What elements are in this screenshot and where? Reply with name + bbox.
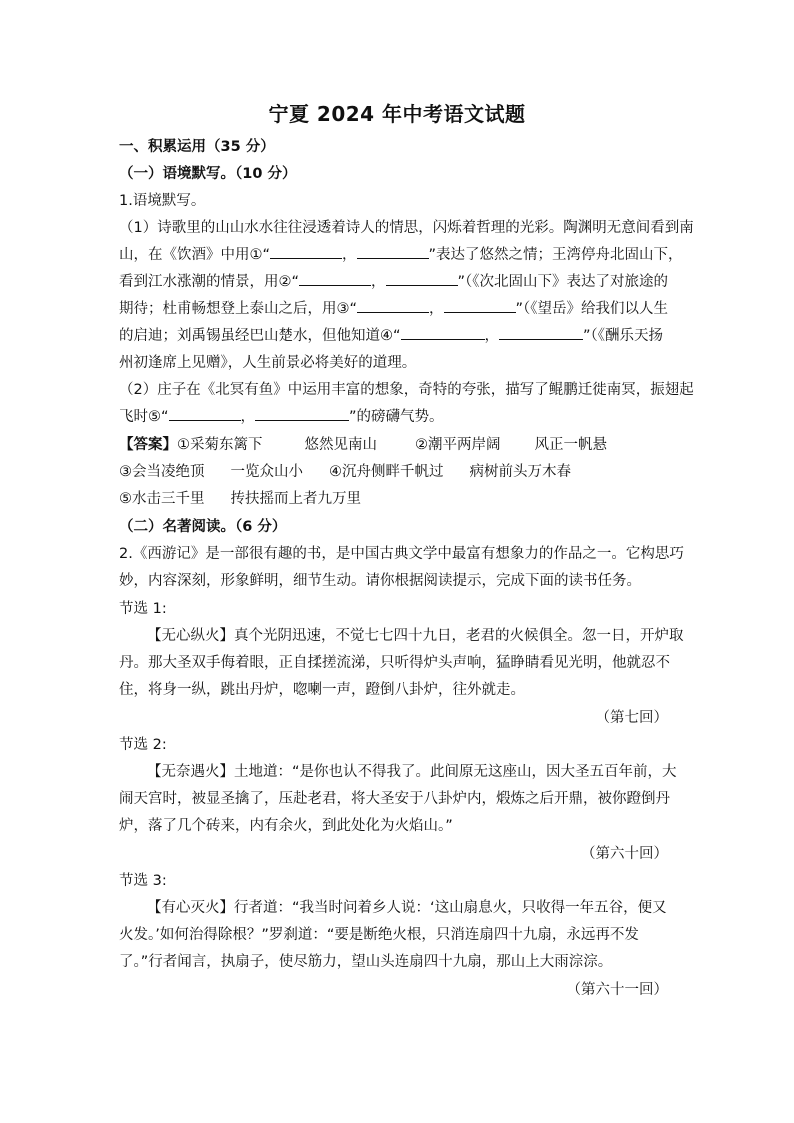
- q1-1-line-4-text-b: ”（《望岳》给我们以人生: [515, 301, 669, 317]
- q1-1-line-2-text-b: ”表达了悠然之情；王湾停舟北固山下，: [428, 247, 683, 263]
- excerpt-3-line-3: 了。”行者闻言，执扇子，使尽筋力，望山头连扇四十九扇，那山上大雨淙淙。: [119, 954, 613, 970]
- q1-1-line-4-text-a: 期待；杜甫畅想登上泰山之后，用③: [119, 301, 350, 317]
- excerpt-3-label: 节选 3:: [119, 873, 167, 889]
- q2-line-1: 2.《西游记》是一部很有趣的书，是中国古典文学中最富有想象力的作品之一。它构思巧: [119, 546, 684, 562]
- blank-3a[interactable]: [357, 299, 429, 313]
- part2-heading: （二）名著阅读。（6 分）: [119, 519, 287, 535]
- blank-3b[interactable]: [444, 299, 516, 313]
- excerpt-3-line-2: 火发。’如何治得除根？”罗刹道：“要是断绝火根，只消连扇四十九扇，永远再不发: [119, 927, 639, 943]
- answer-4: 风正一帆悬: [534, 437, 607, 453]
- excerpt-3-line-1: 【有心灭火】行者道：“我当时问着乡人说：‘这山扇息火，只收得一年五谷，便又: [147, 900, 667, 916]
- q1-1-line-2: 山，在《饮酒》中用①“ ， ”表达了悠然之情；王湾停舟北固山下，: [119, 247, 683, 263]
- excerpt-2-source: （第六十回）: [581, 846, 668, 862]
- q1-1-line-6: 州初逢席上见赠》，人生前景必将美好的道理。: [119, 355, 417, 371]
- page-title: 宁夏 2024 年中考语文试题: [268, 102, 526, 126]
- blank-2a[interactable]: [299, 272, 371, 286]
- answer-line-2: [119, 462, 679, 482]
- answer-8: 病树前头万木春: [469, 464, 571, 480]
- excerpt-3-source: （第六十一回）: [566, 982, 668, 998]
- answer-line-3: [119, 489, 679, 509]
- q1-2-line-1: （2）庄子在《北冥有鱼》中运用丰富的想象，奇特的夸张，描写了鲲鹏迁徙南冥，振翅起: [119, 382, 694, 398]
- answer-line-1: [119, 435, 679, 455]
- q1-2-line-2: 飞时⑤“ ， ”的磅礴气势。: [119, 409, 444, 425]
- q1-1-line-3-text-b: ”（《次北固山下》表达了对旅途的: [457, 274, 669, 290]
- q1-1-line-2-text-a: 山，在《饮酒》中用①: [119, 247, 263, 263]
- excerpt-1-label: 节选 1:: [119, 601, 167, 617]
- q1-1-line-5: 的启迪；刘禹锡虽经巴山楚水，但他知道④“ ， ”（《酬乐天扬: [119, 328, 664, 344]
- blank-1b[interactable]: [357, 245, 429, 259]
- excerpt-1-line-1: 【无心纵火】真个光阴迅速，不觉七七四十九日，老君的火候俱全。忽一日，开炉取: [147, 628, 684, 644]
- answer-1: ①采菊东篱下: [177, 437, 263, 453]
- blank-2b[interactable]: [386, 272, 458, 286]
- section-heading: 一、积累运用（35 分）: [119, 139, 275, 155]
- excerpt-1-line-3: 住，将身一纵，跳出丹炉，唿喇一声，蹬倒八卦炉，往外就走。: [119, 682, 525, 698]
- answer-10: 抟扶摇而上者九万里: [230, 491, 361, 507]
- excerpt-2-line-3: 炉，落了几个砖来，内有余火，到此处化为火焰山。”: [119, 818, 453, 834]
- excerpt-2-line-1: 【无奈遇火】土地道：“是你也认不得我了。此间原无这座山，因大圣五百年前，大: [147, 764, 677, 780]
- answer-6: 一览众山小: [230, 464, 303, 480]
- q1-2-line-2-text-b: ”的磅礴气势。: [349, 409, 444, 425]
- blank-4b[interactable]: [499, 326, 583, 340]
- blank-1a[interactable]: [270, 245, 342, 259]
- q1-1-line-1: （1）诗歌里的山山水水往往浸透着诗人的情思，闪烁着哲理的光彩。陶渊明无意间看到南: [119, 220, 694, 236]
- blank-4a[interactable]: [401, 326, 485, 340]
- blank-5a[interactable]: [169, 407, 241, 421]
- q1-1-line-3-text-a: 看到江水涨潮的情景，用②: [119, 274, 292, 290]
- excerpt-1-source: （第七回）: [595, 710, 668, 726]
- part1-heading: （一）语境默写。（10 分）: [119, 166, 297, 182]
- answer-3: ②潮平两岸阔: [415, 437, 501, 453]
- q1-2-line-2-text-a: 飞时⑤: [119, 409, 161, 425]
- answer-9: ⑤水击三千里: [119, 491, 205, 507]
- excerpt-2-label: 节选 2:: [119, 737, 167, 753]
- excerpt-1-line-2: 丹。那大圣双手侮着眼，正自揉搓流涕，只听得炉头声响，猛睁睛看见光明，他就忍不: [119, 655, 670, 671]
- answer-5: ③会当凌绝顶: [119, 464, 205, 480]
- q1-1-line-5-text-b: ”（《酬乐天扬: [583, 328, 664, 344]
- q2-line-2: 妙，内容深刻，形象鲜明，细节生动。请你根据阅读提示，完成下面的读书任务。: [119, 573, 641, 589]
- answer-label: 【答案】: [119, 437, 177, 453]
- q1-1-line-3: 看到江水涨潮的情景，用②“ ， ”（《次北固山下》表达了对旅途的: [119, 274, 669, 290]
- q1-label: 1.语境默写。: [119, 193, 206, 209]
- q1-1-line-4: 期待；杜甫畅想登上泰山之后，用③“ ， ”（《望岳》给我们以人生: [119, 301, 669, 317]
- q1-1-line-5-text-a: 的启迪；刘禹锡虽经巴山楚水，但他知道④: [119, 328, 393, 344]
- excerpt-2-line-2: 闹天宫时，被显圣擒了，压赴老君，将大圣安于八卦炉内，煅炼之后开鼎，被你蹬倒丹: [119, 791, 670, 807]
- answer-2: 悠然见南山: [304, 437, 377, 453]
- blank-5b[interactable]: [255, 407, 349, 421]
- answer-7: ④沉舟侧畔千帆过: [329, 464, 444, 480]
